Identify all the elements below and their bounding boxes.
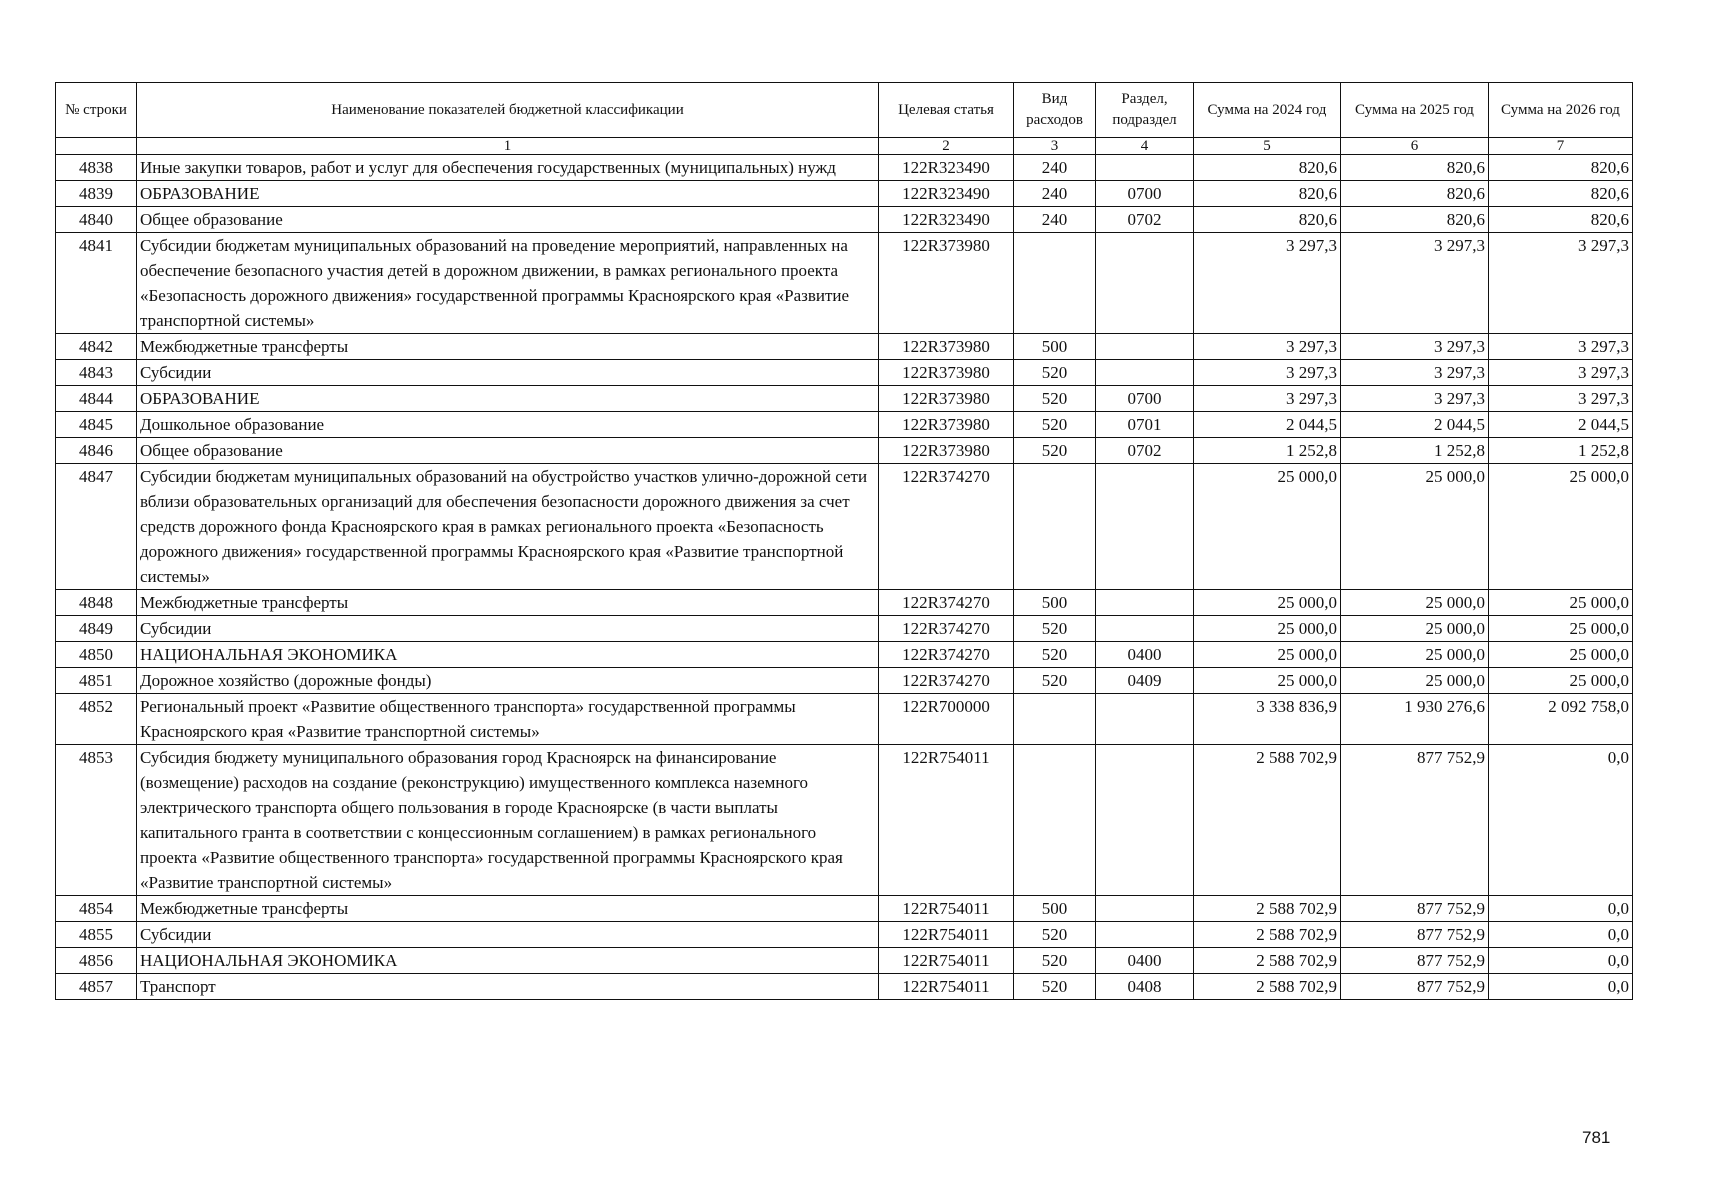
column-number: 4 [1096,138,1194,155]
sum-2024: 3 297,3 [1194,386,1341,412]
expense-type: 520 [1014,668,1096,694]
row-name: Субсидии [137,616,879,642]
table-row [56,233,1633,334]
target-article: 122R374270 [879,464,1014,590]
section-code: 0409 [1096,668,1194,694]
section-code [1096,616,1194,642]
sum-2026: 820,6 [1489,155,1633,181]
sum-2025: 877 752,9 [1341,896,1489,922]
sum-2025: 877 752,9 [1341,922,1489,948]
sum-2025: 3 297,3 [1341,334,1489,360]
row-name: Общее образование [137,207,879,233]
expense-type: 240 [1014,181,1096,207]
section-code [1096,464,1194,590]
target-article: 122R374270 [879,590,1014,616]
section-code: 0702 [1096,438,1194,464]
target-article: 122R374270 [879,616,1014,642]
sum-2024: 3 297,3 [1194,233,1341,334]
column-number: 6 [1341,138,1489,155]
sum-2024: 2 588 702,9 [1194,948,1341,974]
table-row [56,616,1633,642]
table-row [56,438,1633,464]
header-sum-2026: Сумма на 2026 год [1489,83,1633,138]
table-row [56,948,1633,974]
row-number: 4849 [56,616,137,642]
row-number: 4857 [56,974,137,1000]
column-number: 7 [1489,138,1633,155]
row-name: Субсидия бюджету муниципального образования город Красноярск на финансирование (возмещение) расходов на создание (реконструкцию) имущественного комплекса наземного электрического транспорта общего пользования в городе Красноярске (в части выплаты капитального гранта в соответствии с концессионным соглашением) в рамках регионального проекта «Развитие общественного транспорта» государственной программы Красноярского края «Развитие транспортной системы» [137,745,879,896]
row-number: 4845 [56,412,137,438]
row-number: 4838 [56,155,137,181]
page-number: 781 [1582,1128,1611,1147]
row-name: Межбюджетные трансферты [137,590,879,616]
sum-2026: 3 297,3 [1489,233,1633,334]
sum-2024: 820,6 [1194,181,1341,207]
expense-type [1014,745,1096,896]
sum-2025: 25 000,0 [1341,590,1489,616]
target-article: 122R373980 [879,412,1014,438]
sum-2025: 877 752,9 [1341,974,1489,1000]
header-exp-type: Вид расходов [1014,83,1096,138]
sum-2025: 3 297,3 [1341,233,1489,334]
target-article: 122R373980 [879,360,1014,386]
sum-2024: 25 000,0 [1194,590,1341,616]
section-code [1096,155,1194,181]
sum-2024: 3 297,3 [1194,334,1341,360]
sum-2026: 25 000,0 [1489,668,1633,694]
row-name: ОБРАЗОВАНИЕ [137,181,879,207]
row-name: Межбюджетные трансферты [137,896,879,922]
sum-2026: 0,0 [1489,922,1633,948]
sum-2026: 1 252,8 [1489,438,1633,464]
row-name: Межбюджетные трансферты [137,334,879,360]
sum-2025: 1 252,8 [1341,438,1489,464]
target-article: 122R754011 [879,896,1014,922]
target-article: 122R754011 [879,974,1014,1000]
target-article: 122R374270 [879,668,1014,694]
table-row [56,334,1633,360]
row-number: 4843 [56,360,137,386]
section-code: 0408 [1096,974,1194,1000]
expense-type: 520 [1014,360,1096,386]
sum-2026: 820,6 [1489,181,1633,207]
row-name: Иные закупки товаров, работ и услуг для обеспечения государственных (муниципальных) нужд [137,155,879,181]
sum-2024: 25 000,0 [1194,668,1341,694]
section-code [1096,360,1194,386]
header-row [56,83,1633,138]
section-code: 0700 [1096,386,1194,412]
sum-2025: 820,6 [1341,155,1489,181]
section-code: 0701 [1096,412,1194,438]
row-name: НАЦИОНАЛЬНАЯ ЭКОНОМИКА [137,948,879,974]
row-name: Субсидии бюджетам муниципальных образований на обустройство участков улично-дорожной сети вблизи образовательных организаций для обеспечения безопасности дорожного движения за счет средств дорожного фонда Красноярского края в рамках регионального проекта «Безопасность дорожного движения» государственной программы Красноярского края «Развитие транспортной системы» [137,464,879,590]
section-code: 0700 [1096,181,1194,207]
sum-2024: 25 000,0 [1194,464,1341,590]
row-number: 4840 [56,207,137,233]
sum-2026: 25 000,0 [1489,616,1633,642]
target-article: 122R373980 [879,386,1014,412]
table-row [56,464,1633,590]
expense-type [1014,464,1096,590]
row-name: Субсидии бюджетам муниципальных образований на проведение мероприятий, направленных на обеспечение безопасного участия детей в дорожном движении, в рамках регионального проекта «Безопасность дорожного движения» государственной программы Красноярского края «Развитие транспортной системы» [137,233,879,334]
row-name: Региональный проект «Развитие общественного транспорта» государственной программы Красноярского края «Развитие транспортной системы» [137,694,879,745]
sum-2026: 0,0 [1489,896,1633,922]
section-code [1096,590,1194,616]
sum-2025: 820,6 [1341,181,1489,207]
sum-2026: 25 000,0 [1489,642,1633,668]
sum-2026: 25 000,0 [1489,464,1633,590]
expense-type: 520 [1014,974,1096,1000]
header-sum-2025: Сумма на 2025 год [1341,83,1489,138]
row-number: 4850 [56,642,137,668]
row-number: 4856 [56,948,137,974]
sum-2024: 25 000,0 [1194,642,1341,668]
expense-type: 520 [1014,386,1096,412]
header-name: Наименование показателей бюджетной классификации [137,83,879,138]
column-number: 2 [879,138,1014,155]
sum-2024: 1 252,8 [1194,438,1341,464]
section-code [1096,694,1194,745]
table-row [56,412,1633,438]
sum-2024: 2 588 702,9 [1194,745,1341,896]
expense-type [1014,694,1096,745]
table-row [56,974,1633,1000]
row-number: 4853 [56,745,137,896]
row-name: НАЦИОНАЛЬНАЯ ЭКОНОМИКА [137,642,879,668]
column-number: 5 [1194,138,1341,155]
table-row [56,694,1633,745]
target-article: 122R323490 [879,181,1014,207]
section-code [1096,233,1194,334]
expense-type: 500 [1014,896,1096,922]
sum-2026: 0,0 [1489,974,1633,1000]
header-row-no: № строки [56,83,137,138]
sum-2025: 1 930 276,6 [1341,694,1489,745]
sum-2025: 2 044,5 [1341,412,1489,438]
row-number: 4848 [56,590,137,616]
header-target: Целевая статья [879,83,1014,138]
sum-2025: 25 000,0 [1341,668,1489,694]
target-article: 122R754011 [879,745,1014,896]
target-article: 122R754011 [879,948,1014,974]
header-section: Раздел, подраздел [1096,83,1194,138]
target-article: 122R373980 [879,438,1014,464]
expense-type: 520 [1014,412,1096,438]
sum-2024: 2 588 702,9 [1194,896,1341,922]
sum-2024: 3 338 836,9 [1194,694,1341,745]
column-number [56,138,137,155]
sum-2026: 3 297,3 [1489,386,1633,412]
column-number-row [56,138,1633,155]
row-number: 4855 [56,922,137,948]
sum-2026: 0,0 [1489,948,1633,974]
section-code: 0702 [1096,207,1194,233]
sum-2026: 3 297,3 [1489,360,1633,386]
row-number: 4854 [56,896,137,922]
table-row [56,922,1633,948]
column-number: 1 [137,138,879,155]
sum-2026: 25 000,0 [1489,590,1633,616]
expense-type: 520 [1014,438,1096,464]
sum-2024: 2 044,5 [1194,412,1341,438]
sum-2025: 820,6 [1341,207,1489,233]
table-row [56,386,1633,412]
table-row [56,360,1633,386]
sum-2024: 820,6 [1194,207,1341,233]
row-number: 4852 [56,694,137,745]
sum-2024: 2 588 702,9 [1194,922,1341,948]
sum-2026: 3 297,3 [1489,334,1633,360]
header-sum-2024: Сумма на 2024 год [1194,83,1341,138]
row-name: Дошкольное образование [137,412,879,438]
table-row [56,590,1633,616]
row-number: 4842 [56,334,137,360]
expense-type: 500 [1014,590,1096,616]
section-code [1096,745,1194,896]
section-code: 0400 [1096,642,1194,668]
sum-2026: 2 092 758,0 [1489,694,1633,745]
sum-2026: 820,6 [1489,207,1633,233]
expense-type [1014,233,1096,334]
budget-table [55,82,1633,1000]
sum-2026: 2 044,5 [1489,412,1633,438]
row-name: Транспорт [137,974,879,1000]
row-number: 4839 [56,181,137,207]
sum-2025: 3 297,3 [1341,360,1489,386]
budget-rows [56,155,1633,1000]
expense-type: 520 [1014,642,1096,668]
sum-2025: 877 752,9 [1341,745,1489,896]
section-code [1096,896,1194,922]
expense-type: 240 [1014,155,1096,181]
table-row [56,896,1633,922]
sum-2024: 25 000,0 [1194,616,1341,642]
target-article: 122R373980 [879,233,1014,334]
expense-type: 240 [1014,207,1096,233]
expense-type: 500 [1014,334,1096,360]
sum-2024: 2 588 702,9 [1194,974,1341,1000]
expense-type: 520 [1014,616,1096,642]
table-row [56,668,1633,694]
sum-2025: 25 000,0 [1341,642,1489,668]
section-code [1096,922,1194,948]
target-article: 122R700000 [879,694,1014,745]
expense-type: 520 [1014,922,1096,948]
row-name: Субсидии [137,360,879,386]
table-row [56,181,1633,207]
section-code: 0400 [1096,948,1194,974]
table-row [56,745,1633,896]
table-row [56,207,1633,233]
sum-2025: 3 297,3 [1341,386,1489,412]
table-row [56,642,1633,668]
row-name: Общее образование [137,438,879,464]
column-number: 3 [1014,138,1096,155]
target-article: 122R373980 [879,334,1014,360]
row-name: Субсидии [137,922,879,948]
sum-2024: 820,6 [1194,155,1341,181]
sum-2026: 0,0 [1489,745,1633,896]
row-name: ОБРАЗОВАНИЕ [137,386,879,412]
row-number: 4844 [56,386,137,412]
target-article: 122R323490 [879,155,1014,181]
row-number: 4846 [56,438,137,464]
expense-type: 520 [1014,948,1096,974]
sum-2025: 25 000,0 [1341,616,1489,642]
target-article: 122R374270 [879,642,1014,668]
sum-2024: 3 297,3 [1194,360,1341,386]
table-row [56,155,1633,181]
row-number: 4851 [56,668,137,694]
row-number: 4847 [56,464,137,590]
sum-2025: 877 752,9 [1341,948,1489,974]
target-article: 122R323490 [879,207,1014,233]
row-name: Дорожное хозяйство (дорожные фонды) [137,668,879,694]
target-article: 122R754011 [879,922,1014,948]
section-code [1096,334,1194,360]
sum-2025: 25 000,0 [1341,464,1489,590]
row-number: 4841 [56,233,137,334]
